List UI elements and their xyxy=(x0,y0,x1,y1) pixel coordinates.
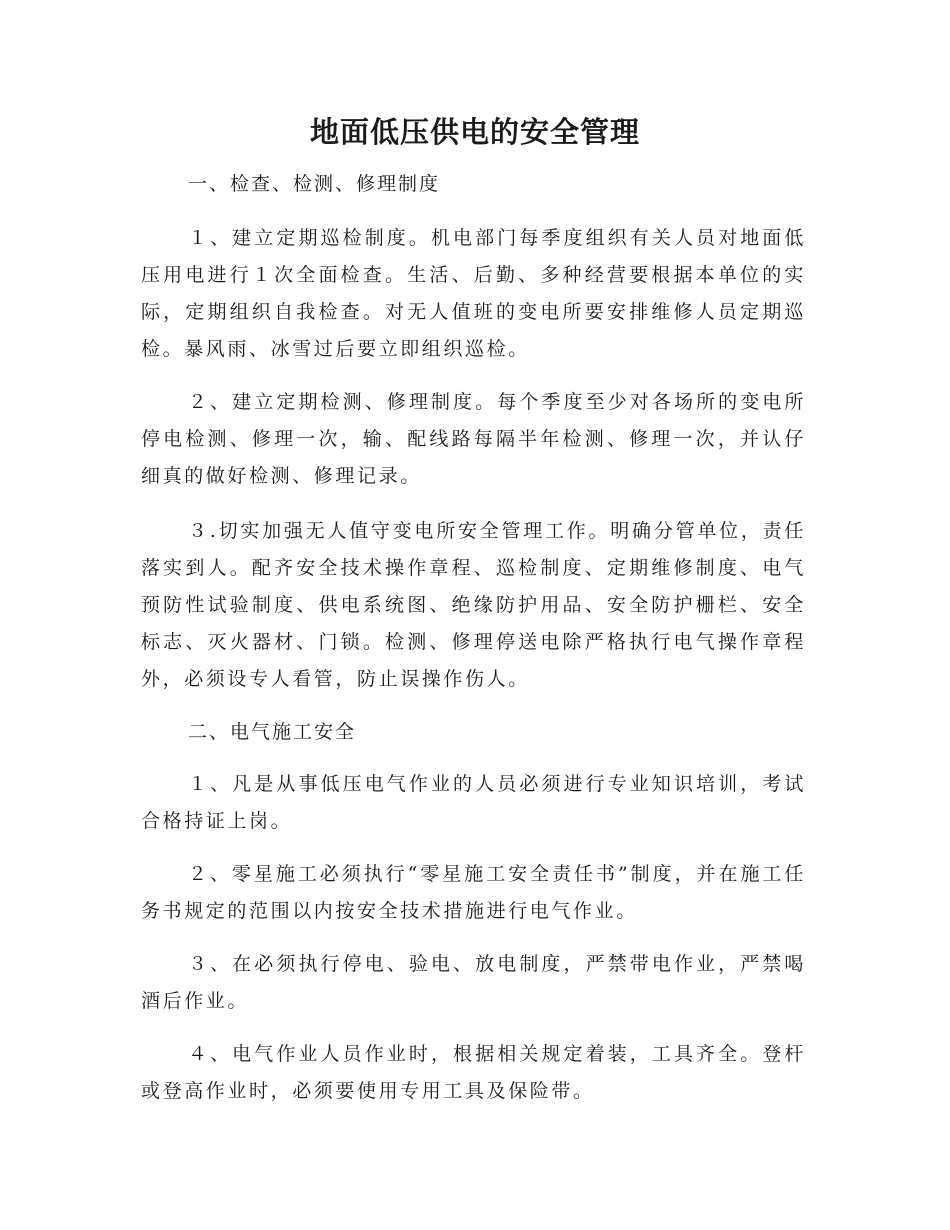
document-title: 地面低压供电的安全管理 xyxy=(309,115,640,149)
document-body xyxy=(141,166,806,1110)
section-heading: 一、检查、检测、修理制度 xyxy=(188,173,441,195)
paragraph: ３.切实加强无人值守变电所安全管理工作。明确分管单位，责任落实到人。配齐安全技术操作章程、巡检制度、定期维修制度、电气预防性试验制度、供电系统图、绝缘防护用品、安全防护栅栏、安全标志、灭火器材、门锁。检测、修理停送电除严格执行电气操作章程外，必须设专人看管，防止误操作伤人。 xyxy=(141,520,806,690)
paragraph: ２、零星施工必须执行“零星施工安全责任书”制度，并在施工任务书规定的范围以内按安全技术措施进行电气作业。 xyxy=(141,863,806,922)
paragraph: ２、建立定期检测、修理制度。每个季度至少对各场所的变电所停电检测、修理一次，输、配线路每隔半年检测、修理一次，并认仔细真的做好检测、修理记录。 xyxy=(141,391,806,487)
paragraph: ３、在必须执行停电、验电、放电制度，严禁带电作业，严禁喝酒后作业。 xyxy=(141,953,806,1012)
paragraph: １、凡是从事低压电气作业的人员必须进行专业知识培训，考试合格持证上岗。 xyxy=(141,773,806,832)
paragraph: １、建立定期巡检制度。机电部门每季度组织有关人员对地面低压用电进行１次全面检查。生活、后勤、多种经营要根据本单位的实际，定期组织自我检查。对无人值班的变电所要安排维修人员定期巡检。暴风雨、冰雪过后要立即组织巡检。 xyxy=(141,227,806,360)
paragraph: ４、电气作业人员作业时，根据相关规定着装，工具齐全。登杆或登高作业时，必须要使用专用工具及保险带。 xyxy=(141,1043,806,1102)
section-heading: 二、电气施工安全 xyxy=(188,721,357,743)
